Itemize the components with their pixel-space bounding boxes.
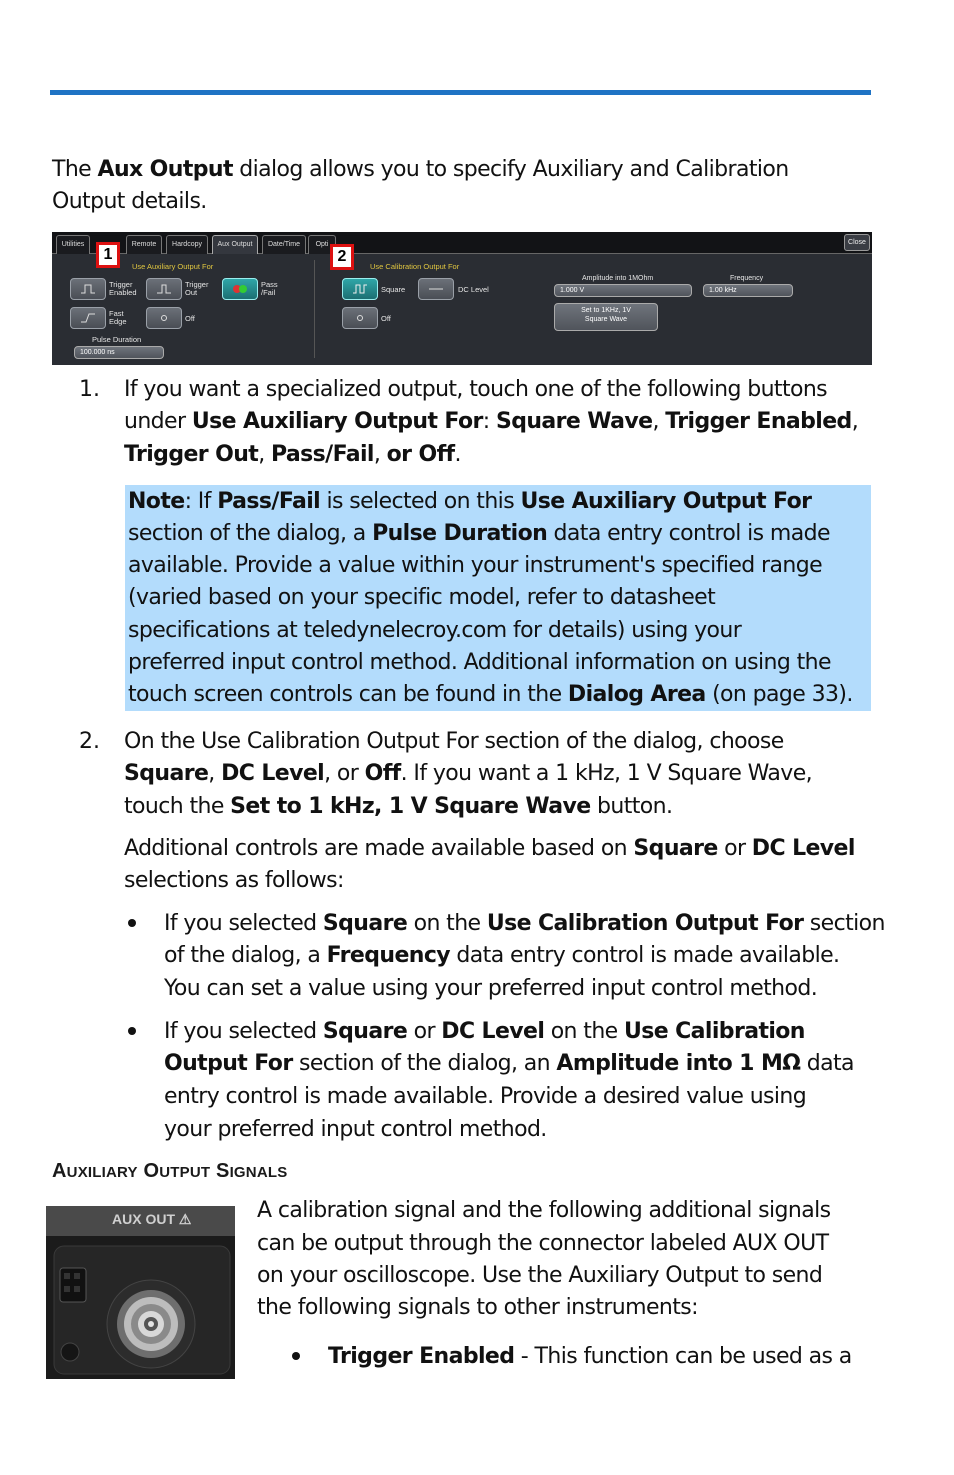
bullet-dot	[128, 1027, 136, 1035]
header-rule	[50, 90, 871, 95]
section-heading: AUXILIARY OUTPUT SIGNALS	[52, 1160, 288, 1182]
pass-fail-button[interactable]	[222, 278, 258, 300]
fast-edge-label: Fast Edge	[109, 309, 127, 326]
tab-remote[interactable]: Remote	[126, 235, 162, 254]
step-2-line-1: On the Use Calibration Output For section of the dialog, choose	[124, 729, 784, 754]
bullet-2-line-4: your preferred input control method.	[164, 1117, 547, 1142]
dialog-divider	[314, 260, 315, 358]
note-line-1: Note: If Pass/Fail is selected on this Use Auxiliary Output For	[128, 489, 812, 514]
note-line-3: available. Provide a value within your instrument's specified range	[128, 553, 823, 578]
aux-output-dialog-screenshot	[52, 232, 872, 365]
step-1-line-2: under Use Auxiliary Output For: Square Wave, Trigger Enabled,	[124, 409, 859, 434]
bullet-1-line-1: If you selected Square on the Use Calibration Output For section	[164, 911, 885, 936]
dc-level-button[interactable]	[418, 278, 454, 300]
aux-out-connector-image	[46, 1206, 235, 1379]
square-wave-icon	[80, 284, 96, 294]
step-2-line-2: Square, DC Level, or Off. If you want a 1 kHz, 1 V Square Wave,	[124, 761, 813, 786]
step-1-number: 1.	[79, 377, 100, 402]
aux-off-button[interactable]	[146, 307, 182, 329]
pulse-duration-field[interactable]: 100.000 ns	[74, 346, 164, 359]
bullet-dot	[292, 1352, 300, 1360]
note-line-5: specifications at teledynelecroy.com for details) using your	[128, 618, 742, 643]
fast-edge-icon	[80, 313, 96, 323]
off-icon	[161, 315, 167, 321]
aux-group-label: Use Auxiliary Output For	[132, 262, 214, 271]
trigger-out-label: Trigger Out	[185, 280, 209, 297]
aux-out-connector-photo	[46, 1206, 235, 1379]
amplitude-label: Amplitude into 1MOhm	[582, 275, 654, 282]
fast-edge-button[interactable]	[70, 307, 106, 329]
bullet-1-line-3: You can set a value using your preferred input control method.	[164, 976, 818, 1001]
cal-group-label: Use Calibration Output For	[370, 262, 460, 271]
bullet-2-line-1: If you selected Square or DC Level on the Use Calibration	[164, 1019, 805, 1044]
signals-line-2: can be output through the connector labeled AUX OUT	[257, 1231, 829, 1256]
note-box	[125, 485, 871, 711]
cal-off-button[interactable]	[342, 307, 378, 329]
close-button[interactable]: Close	[844, 234, 870, 251]
step-1-line-3: Trigger Out, Pass/Fail, or Off.	[124, 442, 461, 467]
signals-line-1: A calibration signal and the following additional signals	[257, 1198, 831, 1223]
frequency-label: Frequency	[730, 275, 764, 282]
amplitude-field[interactable]: 1.000 V	[554, 284, 692, 297]
intro-line-1: The Aux Output dialog allows you to specify Auxiliary and Calibration	[52, 157, 789, 182]
tab-hardcopy[interactable]: Hardcopy	[166, 235, 208, 254]
tab-options[interactable]: Opti	[308, 235, 336, 254]
note-line-6: preferred input control method. Additional information on using the	[128, 650, 831, 675]
off-icon	[357, 315, 363, 321]
callout-2: 2	[330, 244, 354, 270]
pass-fail-label: Pass /Fail	[261, 280, 278, 297]
pulse-duration-label: Pulse Duration	[92, 335, 142, 344]
trigger-enabled-label: Trigger Enabled	[109, 280, 137, 297]
tab-aux-output[interactable]: Aux Output	[212, 235, 258, 254]
intro-line-2: Output details.	[52, 189, 207, 214]
square-wave-button[interactable]	[70, 278, 106, 300]
bullet-2-line-3: entry control is made available. Provide a desired value using	[164, 1084, 807, 1109]
signals-line-3: on your oscilloscope. Use the Auxiliary Output to send	[257, 1263, 823, 1288]
aux-out-label: AUX OUT ⚠	[112, 1211, 192, 1227]
note-line-7: touch screen controls can be found in the Dialog Area (on page 33).	[128, 682, 853, 707]
tab-date-time[interactable]: Date/Time	[262, 235, 306, 254]
step-2-number: 2.	[79, 729, 100, 754]
dc-level-icon	[428, 284, 444, 294]
note-line-4: (varied based on your specific model, refer to datasheet	[128, 585, 716, 610]
aux-off-label: Off	[185, 314, 195, 323]
tab-utilities[interactable]: Utilities	[56, 235, 90, 254]
step-2-para-line-1: Additional controls are made available based on Square or DC Level	[124, 836, 855, 861]
frequency-field[interactable]: 1.00 kHz	[703, 284, 793, 297]
cal-square-label: Square	[381, 285, 406, 294]
step-2-line-3: touch the Set to 1 kHz, 1 V Square Wave button.	[124, 794, 673, 819]
pulse-icon	[156, 284, 172, 294]
bullet-2-line-2: Output For section of the dialog, an Amplitude into 1 MΩ data	[164, 1051, 854, 1076]
trigger-out-button[interactable]	[146, 278, 182, 300]
set-1khz-1v-square-wave-button[interactable]: Set to 1KHz, 1V Square Wave	[554, 303, 658, 331]
signals-bullet-1: Trigger Enabled - This function can be used as a	[328, 1344, 852, 1369]
bullet-1-line-2: of the dialog, a Frequency data entry control is made available.	[164, 943, 840, 968]
step-2-para-line-2: selections as follows:	[124, 868, 344, 893]
square-wave-icon	[352, 284, 368, 294]
bullet-dot	[128, 919, 136, 927]
step-1-line-1: If you want a specialized output, touch one of the following buttons	[124, 377, 828, 402]
note-line-2: section of the dialog, a Pulse Duration data entry control is made	[128, 521, 830, 546]
cal-off-label: Off	[381, 314, 391, 323]
cal-square-button[interactable]	[342, 278, 378, 300]
dc-level-label: DC Level	[458, 285, 489, 294]
callout-1: 1	[96, 242, 120, 268]
signals-line-4: the following signals to other instruments:	[257, 1295, 698, 1320]
pass-fail-icon	[232, 284, 248, 294]
